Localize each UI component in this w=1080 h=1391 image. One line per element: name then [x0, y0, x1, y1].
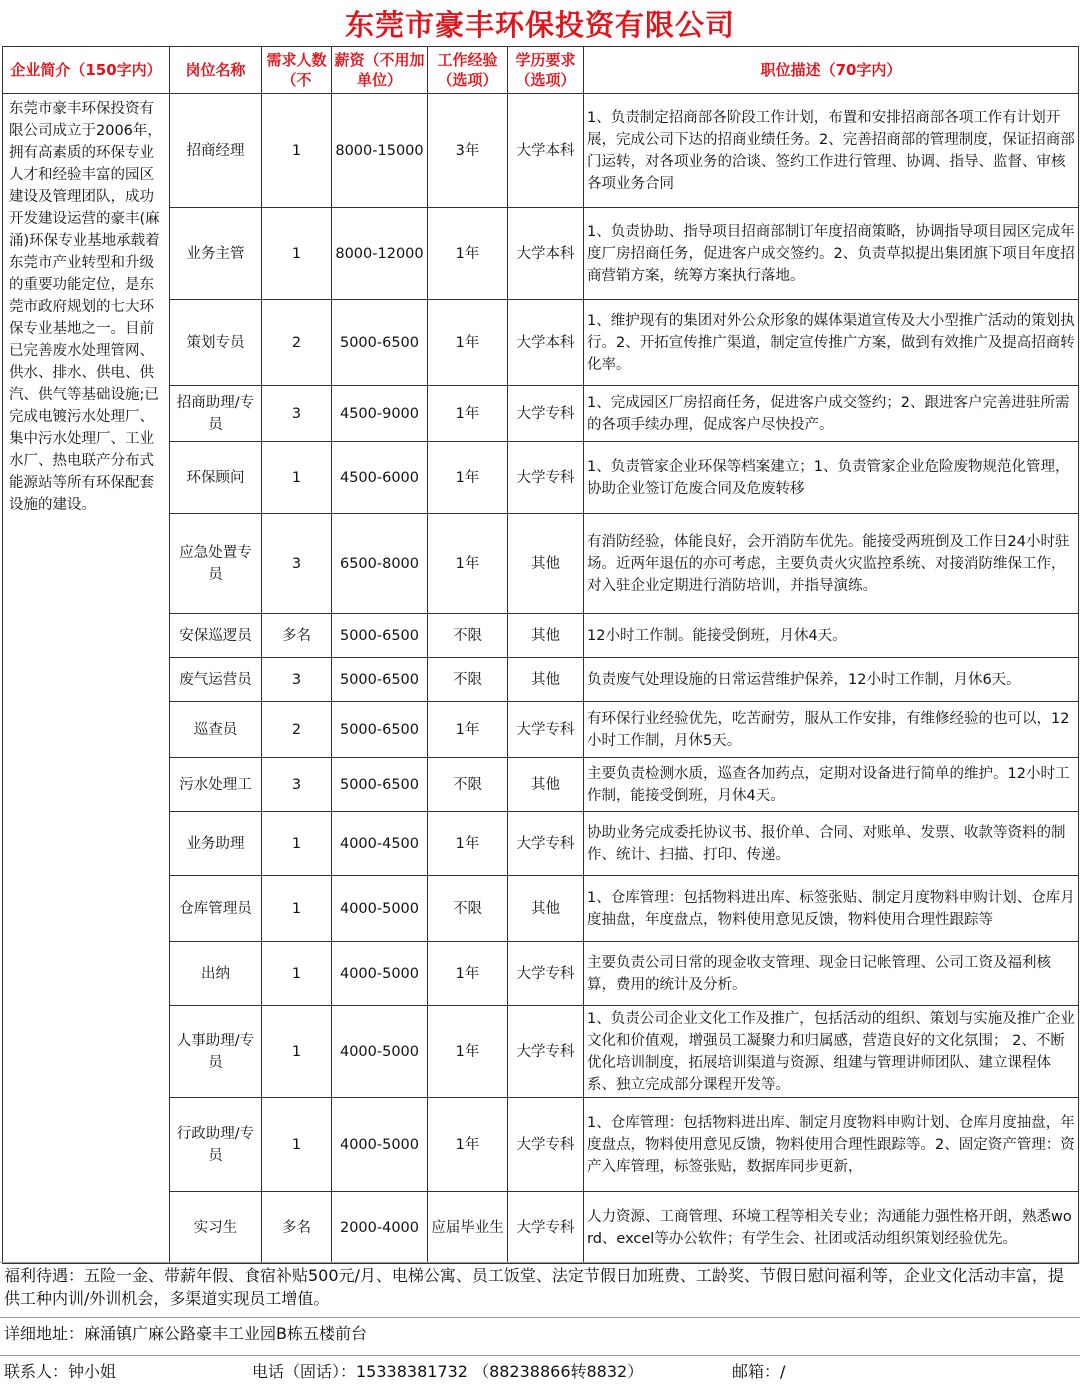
- header-position: 岗位名称: [170, 47, 262, 94]
- job-description: 协助业务完成委托协议书、报价单、合同、对账单、发票、收款等资料的制作、统计、扫描、打印、传递。: [584, 812, 1079, 876]
- job-description: 1、负责制定招商部各阶段工作计划，布置和安排招商部各项工作有计划开展，完成公司下达的招商业绩任务。2、完善招商部的管理制度，保证招商部门运转，对各项业务的洽谈、签约工作进行管理、协调、指导、监督、审核各项业务合同: [584, 94, 1079, 208]
- job-education: 其他: [508, 514, 584, 614]
- job-description: 12小时工作制。能接受倒班，月休4天。: [584, 614, 1079, 658]
- job-position: 行政助理/专员: [170, 1098, 262, 1192]
- job-education: 大学专科: [508, 386, 584, 442]
- header-description: 职位描述（70字内）: [584, 47, 1079, 94]
- header-experience: 工作经验（选项）: [428, 47, 508, 94]
- header-education: 学历要求（选项）: [508, 47, 584, 94]
- job-position: 废气运营员: [170, 658, 262, 702]
- job-position: 应急处置专员: [170, 514, 262, 614]
- job-salary: 5000-6500: [332, 702, 428, 758]
- job-education: 其他: [508, 876, 584, 942]
- job-description: 人力资源、工商管理、环境工程等相关专业；沟通能力强性格开朗，熟悉word、excel等办公软件；有学生会、社团或活动组织策划经验优先。: [584, 1192, 1079, 1264]
- job-position: 业务助理: [170, 812, 262, 876]
- job-count: 多名: [262, 614, 332, 658]
- job-experience: 1年: [428, 702, 508, 758]
- table-header-row: [3, 47, 1079, 94]
- job-description: 有环保行业经验优先，吃苦耐劳，服从工作安排，有维修经验的也可以，12小时工作制，月休5天。: [584, 702, 1079, 758]
- job-experience: 不限: [428, 658, 508, 702]
- job-count: 1: [262, 1006, 332, 1098]
- job-education: 大学专科: [508, 702, 584, 758]
- job-description: 1、完成园区厂房招商任务，促进客户成交签约；2、跟进客户完善进驻所需的各项手续办理，促成客户尽快投产。: [584, 386, 1079, 442]
- job-count: 1: [262, 442, 332, 514]
- job-education: 大学专科: [508, 812, 584, 876]
- header-salary: 薪资（不用加单位）: [332, 47, 428, 94]
- job-salary: 6500-8000: [332, 514, 428, 614]
- job-count: 1: [262, 1098, 332, 1192]
- job-description: 1、负责公司企业文化工作及推广，包括活动的组织、策划与实施及推广企业文化和价值观，增强员工凝聚力和归属感，营造良好的文化氛围； 2、不断优化培训制度，拓展培训渠道与资源、组建与管理讲师团队、建立课程体系、独立完成部分课程开发等。: [584, 1006, 1079, 1098]
- contact-line: [4, 1360, 1076, 1383]
- job-count: 多名: [262, 1192, 332, 1264]
- contact-email: 邮箱：/: [732, 1362, 786, 1381]
- job-experience: 3年: [428, 94, 508, 208]
- job-count: 3: [262, 758, 332, 812]
- contact-phone: 电话（固话）：15338381732 （88238866转8832）: [252, 1362, 644, 1381]
- job-description: 负责废气处理设施的日常运营维护保养，12小时工作制，月休6天。: [584, 658, 1079, 702]
- job-salary: 4000-5000: [332, 942, 428, 1006]
- job-experience: 1年: [428, 942, 508, 1006]
- job-description: 1、维护现有的集团对外公众形象的媒体渠道宣传及大小型推广活动的策划执行。2、开拓宣传推广渠道，制定宣传推广方案，做到有效推广及提高招商转化率。: [584, 300, 1079, 386]
- job-description: 主要负责检测水质，巡查各加药点，定期对设备进行简单的维护。12小时工作制，能接受倒班，月休4天。: [584, 758, 1079, 812]
- job-experience: 不限: [428, 614, 508, 658]
- job-position: 仓库管理员: [170, 876, 262, 942]
- job-description: 1、负责协助、指导项目招商部制订年度招商策略，协调指导项目园区完成年度厂房招商任务，促进客户成交签约。2、负责草拟提出集团旗下项目年度招商营销方案，统筹方案执行落地。: [584, 208, 1079, 300]
- divider: [0, 1317, 1080, 1318]
- job-position: 环保顾问: [170, 442, 262, 514]
- header-count: 需求人数（不: [262, 47, 332, 94]
- company-intro: 东莞市豪丰环保投资有限公司成立于2006年，拥有高素质的环保专业人才和经验丰富的园区建设及管理团队，成功开发建设运营的豪丰(麻涌)环保专业基地承载着东莞市产业转型和升级的重要功能定位，是东莞市政府规划的七大环保专业基地之一。目前已完善废水处理管网、供水、排水、供电、供汽、供气等基础设施;已完成电镀污水处理厂、集中污水处理厂、工业水厂、热电联产分布式能源站等所有环保配套设施的建设。: [3, 94, 170, 1264]
- job-position: 安保巡逻员: [170, 614, 262, 658]
- job-salary: 4500-9000: [332, 386, 428, 442]
- job-experience: 不限: [428, 876, 508, 942]
- job-salary: 4000-5000: [332, 1098, 428, 1192]
- job-count: 3: [262, 386, 332, 442]
- header-intro: 企业简介（150字内）: [3, 47, 170, 94]
- job-count: 3: [262, 514, 332, 614]
- job-education: 大学本科: [508, 300, 584, 386]
- job-position: 实习生: [170, 1192, 262, 1264]
- job-education: 大学专科: [508, 1192, 584, 1264]
- job-salary: 5000-6500: [332, 614, 428, 658]
- job-salary: 5000-6500: [332, 658, 428, 702]
- job-count: 1: [262, 812, 332, 876]
- job-salary: 5000-6500: [332, 758, 428, 812]
- job-count: 1: [262, 208, 332, 300]
- job-count: 2: [262, 300, 332, 386]
- job-salary: 8000-12000: [332, 208, 428, 300]
- job-position: 策划专员: [170, 300, 262, 386]
- job-experience: 1年: [428, 1098, 508, 1192]
- job-description: 有消防经验，体能良好，会开消防车优先。能接受两班倒及工作日24小时驻场。近两年退伍的亦可考虑，主要负责火灾监控系统、对接消防维保工作，对入驻企业定期进行消防培训，并指导演练。: [584, 514, 1079, 614]
- job-description: 1、负责管家企业环保等档案建立；1、负责管家企业危险废物规范化管理，协助企业签订危废合同及危废转移: [584, 442, 1079, 514]
- job-experience: 1年: [428, 1006, 508, 1098]
- job-position: 业务主管: [170, 208, 262, 300]
- job-salary: 4000-5000: [332, 1006, 428, 1098]
- address-text: 详细地址：麻涌镇广麻公路豪丰工业园B栋五楼前台: [4, 1324, 367, 1343]
- job-salary: 5000-6500: [332, 300, 428, 386]
- job-position: 招商经理: [170, 94, 262, 208]
- job-education: 大学本科: [508, 208, 584, 300]
- job-education: 其他: [508, 614, 584, 658]
- job-experience: 1年: [428, 514, 508, 614]
- job-experience: 1年: [428, 208, 508, 300]
- job-description: 1、仓库管理：包括物料进出库、制定月度物料申购计划、仓库月度抽盘，年度盘点，物料使用意见反馈，物料使用合理性跟踪等。2、固定资产管理：资产入库管理，标签张贴，数据库同步更新，: [584, 1098, 1079, 1192]
- divider: [0, 1355, 1080, 1356]
- job-experience: 不限: [428, 758, 508, 812]
- job-position: 巡查员: [170, 702, 262, 758]
- job-description: 1、仓库管理：包括物料进出库、标签张贴、制定月度物料申购计划、仓库月度抽盘，年度盘点，物料使用意见反馈，物料使用合理性跟踪等: [584, 876, 1079, 942]
- job-salary: 8000-15000: [332, 94, 428, 208]
- job-count: 1: [262, 94, 332, 208]
- job-position: 污水处理工: [170, 758, 262, 812]
- job-salary: 4000-4500: [332, 812, 428, 876]
- job-salary: 4000-5000: [332, 876, 428, 942]
- job-experience: 应届毕业生: [428, 1192, 508, 1264]
- contact-person: 联系人：钟小姐: [4, 1362, 117, 1381]
- job-description: 主要负责公司日常的现金收支管理、现金日记帐管理、公司工资及福利核算，费用的统计及分析。: [584, 942, 1079, 1006]
- job-salary: 4500-6000: [332, 442, 428, 514]
- job-education: 大学专科: [508, 1098, 584, 1192]
- job-count: 3: [262, 658, 332, 702]
- job-count: 2: [262, 702, 332, 758]
- job-education: 其他: [508, 658, 584, 702]
- job-count: 1: [262, 942, 332, 1006]
- benefits-text: 福利待遇：五险一金、带薪年假、食宿补贴500元/月、电梯公寓、员工饭堂、法定节假日加班费、工龄奖、节假日慰问福利等，企业文化活动丰富，提供工种内训/外训机会，多渠道实现员工增值。: [4, 1266, 1064, 1308]
- job-position: 出纳: [170, 942, 262, 1006]
- job-position: 招商助理/专员: [170, 386, 262, 442]
- job-education: 大学专科: [508, 942, 584, 1006]
- job-experience: 1年: [428, 300, 508, 386]
- divider: [0, 1262, 1080, 1263]
- job-experience: 1年: [428, 812, 508, 876]
- job-position: 人事助理/专员: [170, 1006, 262, 1098]
- table-row: [3, 94, 1079, 208]
- page-title: 东莞市豪丰环保投资有限公司: [344, 8, 735, 42]
- job-education: 大学专科: [508, 1006, 584, 1098]
- job-education: 大学本科: [508, 94, 584, 208]
- job-salary: 2000-4000: [332, 1192, 428, 1264]
- job-experience: 1年: [428, 386, 508, 442]
- job-table: [2, 46, 1079, 1264]
- job-education: 其他: [508, 758, 584, 812]
- job-education: 大学专科: [508, 442, 584, 514]
- job-count: 1: [262, 876, 332, 942]
- job-experience: 1年: [428, 442, 508, 514]
